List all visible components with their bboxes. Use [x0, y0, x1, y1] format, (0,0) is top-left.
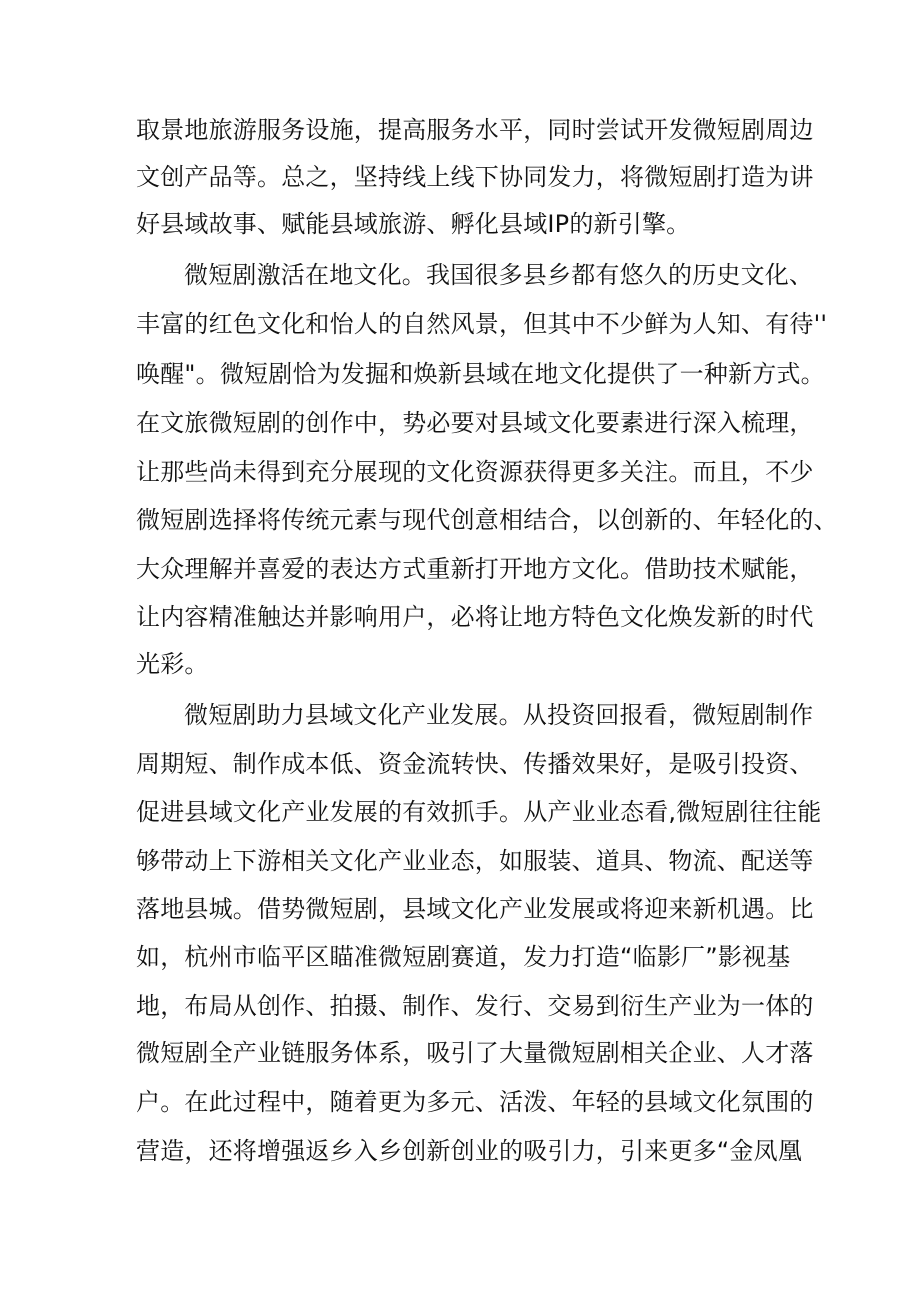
- text-line: 营造，还将增强返乡入乡创新创业的吸引力，引来更多“金凤凰: [136, 1137, 803, 1165]
- text-line: 取景地旅游服务设施，提高服务水平，同时尝试开发微短剧周边: [136, 116, 814, 144]
- text-line: 促进县域文化产业发展的有效抓手。从产业业态看,微短剧往往能: [136, 798, 822, 826]
- text-line: 光彩。: [136, 650, 209, 678]
- text-line: 丰富的红色文化和怡人的自然风景，但其中不少鲜为人知、有待'': [136, 310, 828, 338]
- text-line: 大众理解并喜爱的表达方式重新打开地方文化。借助技术赋能，: [136, 555, 814, 583]
- text-line: 如，杭州市临平区瞄准微短剧赛道，发力打造“临影厂”影视基: [136, 943, 791, 971]
- paragraph-heading-line: 微短剧助力县域文化产业发展。从投资回报看，微短剧制作: [184, 701, 814, 729]
- text-line: 落地县城。借势微短剧，县域文化产业发展或将迎来新机遇。比: [136, 895, 814, 923]
- text-line: 唤醒"。微短剧恰为发掘和焕新县域在地文化提供了一种新方式。: [136, 360, 825, 388]
- text-line: 户。在此过程中，随着更为多元、活泼、年轻的县域文化氛围的: [136, 1088, 814, 1116]
- text-line: 文创产品等。总之，坚持线上线下协同发力，将微短剧打造为讲: [136, 163, 814, 191]
- text-line: 微短剧选择将传统元素与现代创意相结合，以创新的、年轻化的、: [136, 506, 838, 534]
- text-line: 够带动上下游相关文化产业业态，如服装、道具、物流、配送等: [136, 847, 814, 875]
- text-line: 在文旅微短剧的创作中，势必要对县域文化要素进行深入梳理，: [136, 409, 814, 437]
- text-line: 微短剧全产业链服务体系，吸引了大量微短剧相关企业、人才落: [136, 1039, 814, 1067]
- text-line: 让内容精准触达并影响用户，必将让地方特色文化焕发新的时代: [136, 603, 814, 631]
- text-line: 周期短、制作成本低、资金流转快、传播效果好，是吸引投资、: [136, 750, 814, 778]
- text-line: 好县域故事、赋能县域旅游、孵化县域IP的新引擎。: [136, 210, 691, 238]
- paragraph-heading-line: 微短剧激活在地文化。我国很多县乡都有悠久的历史文化、: [184, 261, 814, 289]
- text-line: 地，布局从创作、拍摄、制作、发行、交易到衍生产业为一体的: [136, 992, 814, 1020]
- text-line: 让那些尚未得到充分展现的文化资源获得更多关注。而且，不少: [136, 458, 814, 486]
